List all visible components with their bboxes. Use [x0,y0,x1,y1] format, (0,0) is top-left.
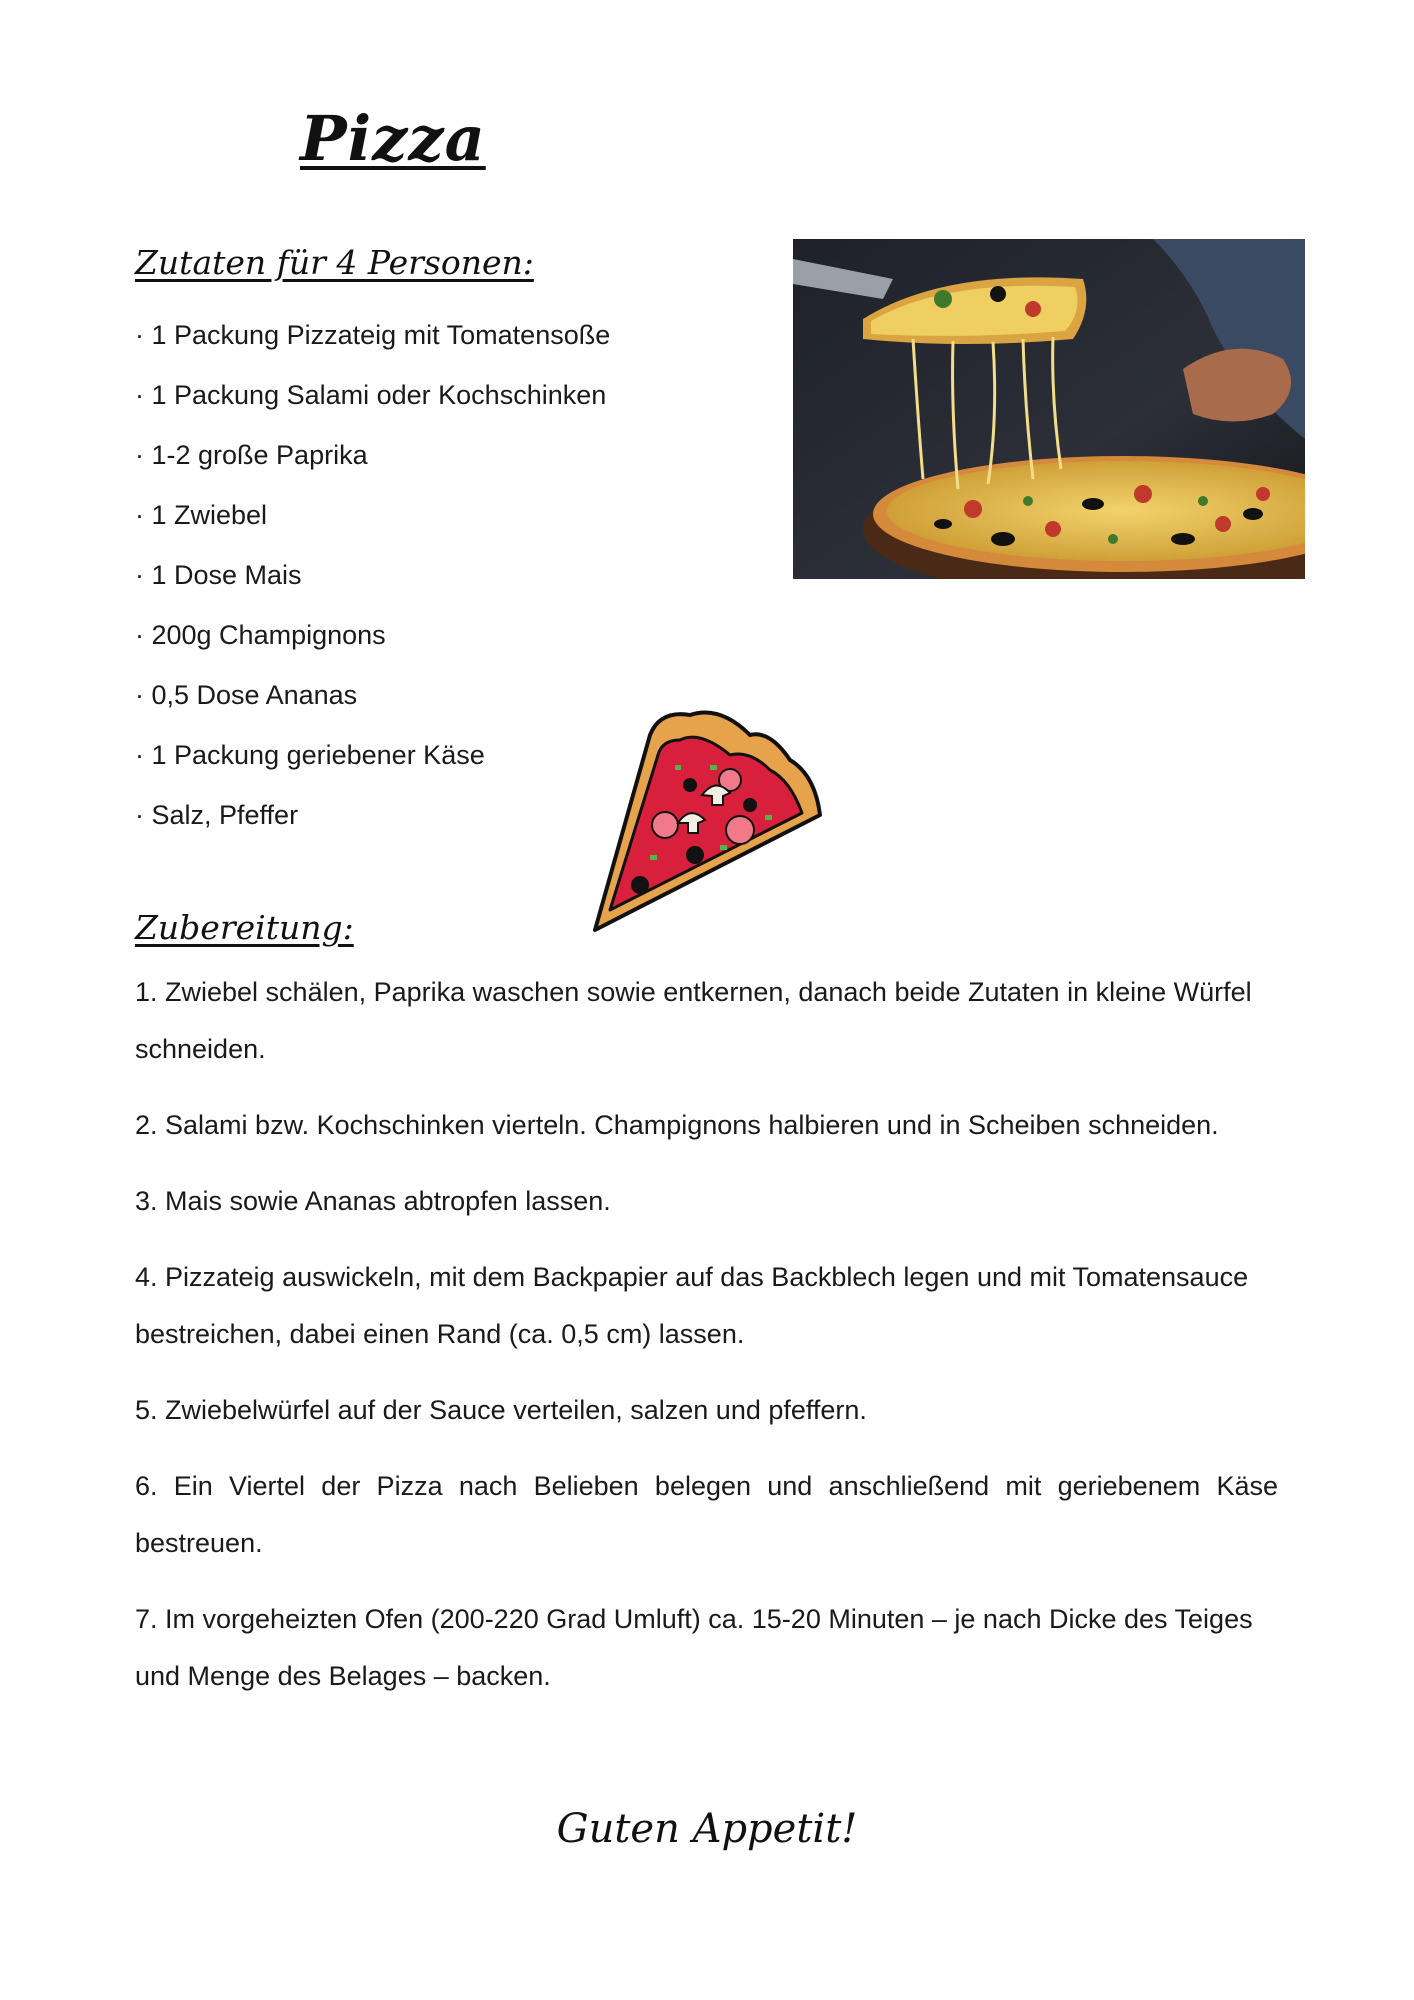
closing-text: Guten Appetit! [556,1806,858,1852]
list-item: · 1 Zwiebel [135,500,268,530]
list-item: · 1-2 große Paprika [135,440,368,470]
list-item: · 0,5 Dose Ananas [135,680,358,710]
list-item: 2. Salami bzw. Kochschinken vierteln. Champignons halbieren und in Scheiben schneiden. [135,1110,1219,1140]
preparation-heading: Zubereitung: [135,908,354,947]
list-item: 1. Zwiebel schälen, Paprika waschen sowie entkernen, danach beide Zutaten in kleine Würfel schneiden. [135,977,1252,1064]
preparation-steps [135,964,1278,1724]
list-item: 4. Pizzateig auswickeln, mit dem Backpapier auf das Backblech legen und mit Tomatensauce bestreichen, dabei einen Rand (ca. 0,5 cm) lassen. [135,1262,1249,1349]
list-item: · 200g Champignons [135,620,386,650]
list-item: · 1 Packung Pizzateig mit Tomatensoße [135,320,611,350]
list-item: · 1 Dose Mais [135,560,302,590]
list-item: 5. Zwiebelwürfel auf der Sauce verteilen, salzen und pfeffern. [135,1395,867,1425]
ingredients-heading: Zutaten für 4 Personen: [135,243,534,282]
page-title: Pizza [300,102,486,175]
pizza-slice-clipart [590,705,825,935]
ingredients-list [135,305,610,845]
list-item: 7. Im vorgeheizten Ofen (200-220 Grad Umluft) ca. 15-20 Minuten – je nach Dicke des Teiges und Menge des Belages – backen. [135,1604,1253,1691]
list-item: · 1 Packung Salami oder Kochschinken [135,380,607,410]
list-item: · 1 Packung geriebener Käse [135,740,485,770]
list-item: 3. Mais sowie Ananas abtropfen lassen. [135,1186,611,1216]
pizza-photo [793,239,1305,579]
list-item: · Salz, Pfeffer [135,800,299,830]
list-item: 6. Ein Viertel der Pizza nach Belieben belegen und anschließend mit geriebenem Käse bestreuen. [135,1471,1278,1558]
